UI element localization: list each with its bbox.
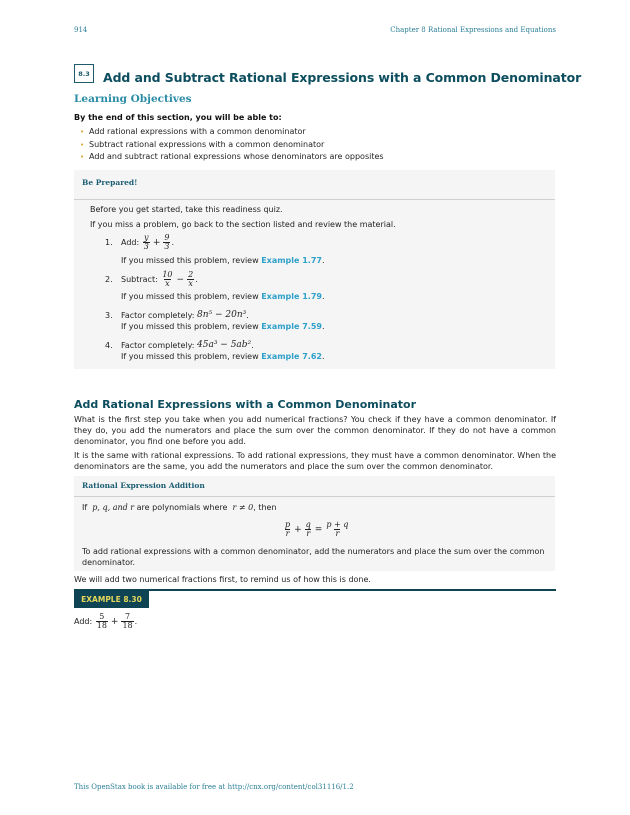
fraction: $\frac{y}{3}$ — [143, 233, 149, 251]
list-item: • Add rational expressions with a common denominator — [80, 126, 384, 139]
transition-text: We will add two numerical fractions first, to remind us of how this is done. — [74, 575, 371, 584]
rule-condition: If p, q, and r are polynomials where r ≠ 0 , then — [82, 503, 277, 512]
fraction: $\frac{2}{x}$ — [188, 270, 194, 288]
learning-objectives-intro: By the end of this section, you will be able to: — [74, 113, 282, 122]
example-link[interactable]: Example 7.59 — [261, 322, 322, 331]
rule-box — [74, 476, 555, 571]
fraction: $\frac{q}{r}$ — [305, 520, 311, 538]
quiz-item-2: 2. Subtract: $\frac{10}{x}$ − $\frac{2}{x}$ . — [105, 270, 198, 288]
fraction: $\frac{10}{x}$ — [162, 270, 173, 288]
review-note-1: If you missed this problem, review Example 1.77. — [121, 256, 325, 265]
fraction: $\frac{9}{3}$ — [164, 233, 170, 251]
paragraph: It is the same with rational expressions. To add rational expressions, they must have a common denominator. When the denominators are the same, you add the numerators and place the sum over the common denominator. — [74, 451, 556, 471]
example-problem: Add: $\frac{5}{18}$ + $\frac{7}{18}$ . — [74, 612, 138, 630]
paragraph: What is the first step you take when you add numerical fractions? You check if they have a common denominator. If they do, you add the numerators and place the sum over the common denominator. If they do not have a common denominator, you find one before you add. — [74, 415, 556, 446]
be-prepared-box — [74, 170, 555, 369]
fraction: $\frac{p + q}{r}$ — [326, 520, 349, 538]
fraction: $\frac{p}{r}$ — [285, 520, 291, 538]
quiz-item-3: 3. Factor completely: 8n⁵ − 20n³ . — [105, 310, 249, 320]
section-number-badge: 8.3 — [74, 64, 94, 83]
example-label: EXAMPLE 8.30 — [74, 591, 149, 608]
example-link[interactable]: Example 7.62 — [261, 352, 322, 361]
example-link[interactable]: Example 1.79 — [261, 292, 322, 301]
quiz-item-4: 4. Factor completely: 45a³ − 5ab² . — [105, 340, 254, 350]
quiz-item-1: 1. Add: $\frac{y}{3}$ + $\frac{9}{3}$ . — [105, 233, 175, 251]
review-note-2: If you missed this problem, review Example 1.79. — [121, 292, 325, 301]
chapter-header: Chapter 8 Rational Expressions and Equations — [390, 26, 556, 34]
learning-objectives-list — [80, 126, 384, 164]
example-link[interactable]: Example 1.77 — [261, 256, 322, 265]
footer-text: This OpenStax book is available for free at http://cnx.org/content/col31116/1.2 — [74, 783, 354, 791]
be-prepared-heading: Be Prepared! — [74, 170, 555, 200]
review-note-4: If you missed this problem, review Example 7.62. — [121, 352, 325, 361]
list-item: • Add and subtract rational expressions whose denominators are opposites — [80, 151, 384, 164]
addition-formula: $\frac{p}{r}$ + $\frac{q}{r}$ = $\frac{p + q}{r}$ — [285, 520, 349, 538]
fraction: $\frac{5}{18}$ — [96, 612, 107, 630]
be-prepared-intro: Before you get started, take this readiness quiz. — [90, 205, 283, 214]
review-note-3: If you missed this problem, review Example 7.59. — [121, 322, 325, 331]
rule-box-heading: Rational Expression Addition — [74, 476, 555, 497]
page-number: 914 — [74, 26, 88, 34]
rule-description: To add rational expressions with a common denominator, add the numerators and place the sum over the common denominator. — [82, 547, 545, 567]
subsection-title: Add Rational Expressions with a Common Denominator — [74, 398, 417, 411]
section-title: Add and Subtract Rational Expressions with a Common Denominator — [103, 70, 582, 85]
list-item: • Subtract rational expressions with a common denominator — [80, 139, 384, 152]
be-prepared-instructions: If you miss a problem, go back to the section listed and review the material. — [90, 220, 396, 229]
fraction: $\frac{7}{18}$ — [122, 612, 133, 630]
learning-objectives-heading: Learning Objectives — [74, 93, 192, 105]
